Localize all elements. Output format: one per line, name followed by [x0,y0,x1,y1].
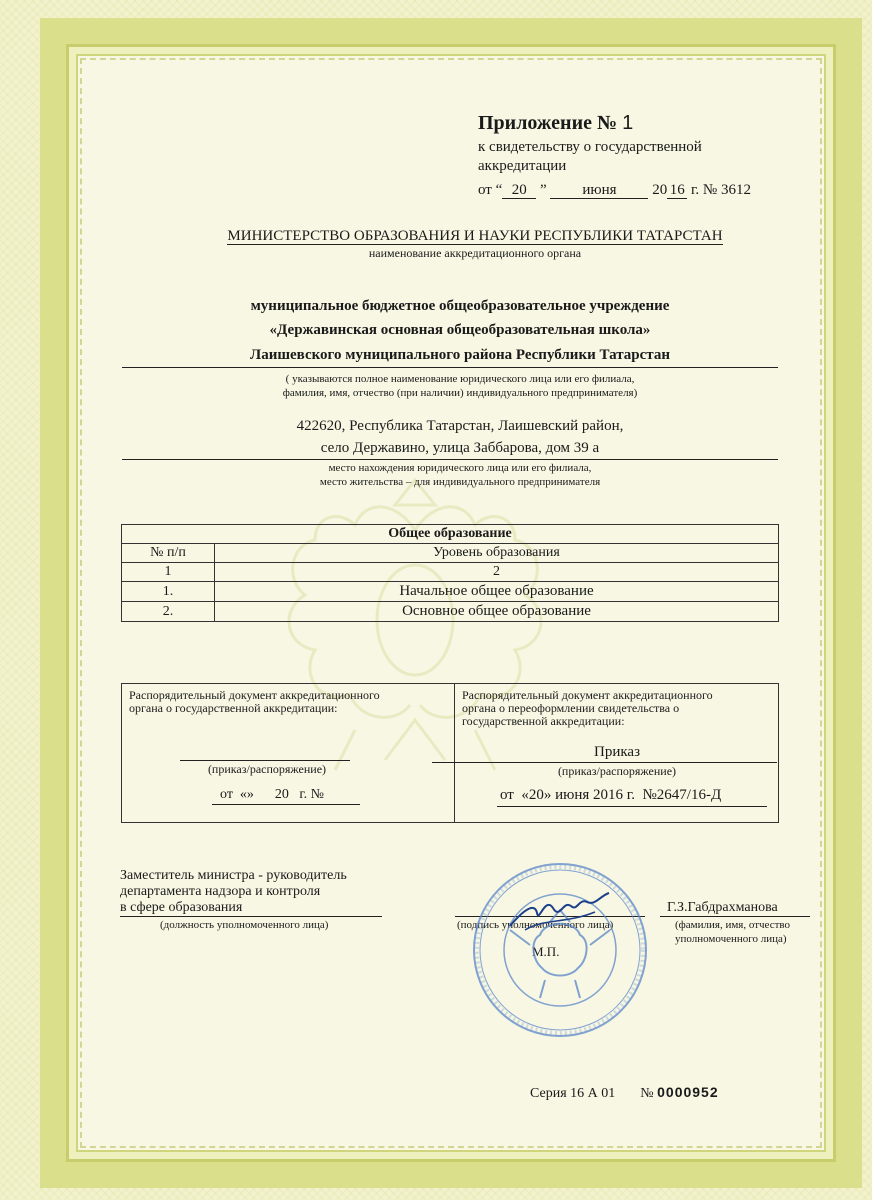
series-number: 0000952 [657,1084,719,1100]
right-doc-caption: (приказ/распоряжение) [557,764,677,778]
position-line2: департамента надзора и контроля [120,884,321,899]
series-label: Серия 16 А 01 [530,1086,616,1101]
right-doc-title1: Распорядительный документ аккредитационного [462,688,713,702]
organization-caption2: фамилия, имя, отчество (при наличии) индивидуального предпринимателя) [282,387,638,399]
position-line3: в сфере образования [120,900,243,915]
appendix-title: Приложение № 1 [478,112,634,134]
right-doc-title3: государственной аккредитации: [462,714,625,728]
left-doc-title1: Распорядительный документ аккредитационного [129,688,380,702]
appendix-subtitle-line2: аккредитации [478,158,567,174]
right-doc-date: от «20» июня 2016 г. №2647/16-Д [500,787,722,803]
table-row: 2. Основное общее образование [122,602,779,622]
table-row: 1. Начальное общее образование [122,582,779,602]
right-doc-title2: органа о переоформлении свидетельства о [462,701,680,715]
address-caption1: место нахождения юридического лица или его филиала, [328,462,592,474]
name-caption1: (фамилия, имя, отчество [675,919,791,931]
signature-caption: (подпись уполномоченного лица) [457,919,614,931]
date-year: 16 [667,182,687,199]
left-doc-caption: (приказ/распоряжение) [207,762,327,776]
address-line2: село Державино, улица Заббарова, дом 39 а [320,440,600,456]
position-line1: Заместитель министра - руководитель [120,868,347,883]
left-doc-title2: органа о государственной аккредитации: [129,701,338,715]
col-level-header: Уровень образования [215,544,779,563]
right-doc-value: Приказ [593,744,640,760]
official-seal-icon [470,860,650,1040]
address-line1: 422620, Республика Татарстан, Лаишевский район, [296,418,624,434]
organization-line2: «Державинская основная общеобразовательная школа» [269,322,651,338]
series-block: Серия 16 А 01 № 0000952 [530,1084,719,1101]
name-caption2: уполномоченного лица) [675,933,787,945]
organization-caption1: ( указываются полное наименование юридического лица или его филиала, [285,373,635,385]
education-table-title: Общее образование [122,525,779,544]
authority-caption: наименование аккредитационного органа [368,246,582,260]
date-month: июня [550,182,648,199]
left-doc-date: от «» 20 г. № [220,787,324,802]
official-name: Г.З.Габдрахманова [667,900,778,915]
position-caption: (должность уполномоченного лица) [160,919,329,931]
handwritten-signature-icon [505,888,615,938]
address-caption2: место жительства – для индивидуального предпринимателя [319,476,601,488]
col-number-index: 1 [122,563,215,582]
appendix-date: от “ 20 ” июня 20 16 г. № 3612 [478,182,751,198]
organization-line3: Лаишевского муниципального района Республики Татарстан [250,347,670,363]
authority-name: МИНИСТЕРСТВО ОБРАЗОВАНИЯ И НАУКИ РЕСПУБЛИКИ ТАТАРСТАН [227,228,723,244]
seal-label: М.П. [532,944,560,959]
col-level-index: 2 [215,563,779,582]
appendix-subtitle-line1: к свидетельству о государственной [478,139,702,155]
col-number-header: № п/п [122,544,215,563]
education-table [121,524,779,622]
certificate-number: 3612 [720,182,751,198]
date-day: 20 [502,182,536,199]
organization-line1: муниципальное бюджетное общеобразовательное учреждение [250,298,670,314]
documents-box [121,683,779,823]
